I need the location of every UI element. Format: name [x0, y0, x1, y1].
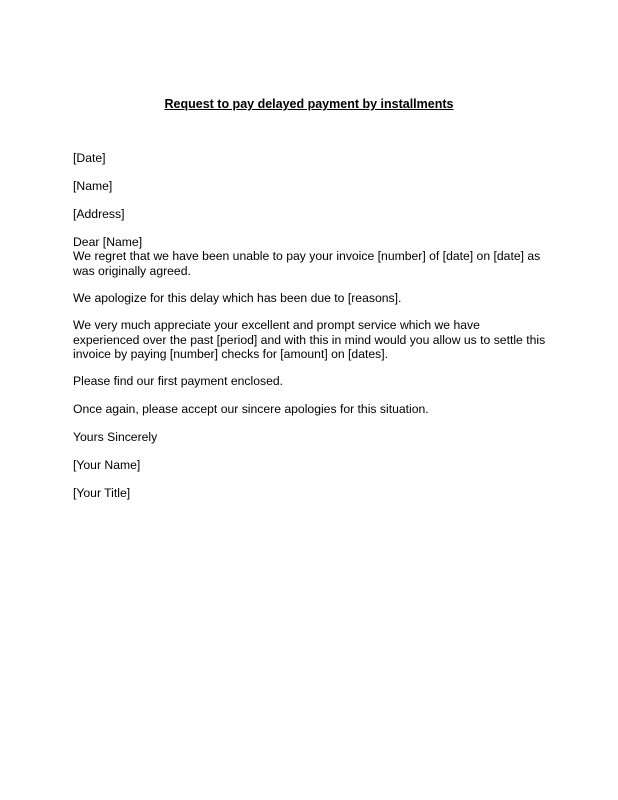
paragraph-1-line-2: was originally agreed. — [73, 264, 191, 278]
letter-title: Request to pay delayed payment by installments — [164, 97, 454, 111]
recipient-address: [Address] — [73, 207, 125, 221]
paragraph-3-line-1: We very much appreciate your excellent and prompt service which we have — [73, 318, 480, 332]
paragraph-3-line-2: experienced over the past [period] and with this in mind would you allow us to settle this — [73, 333, 546, 347]
paragraph-4: Please find our first payment enclosed. — [73, 374, 284, 388]
signature-title: [Your Title] — [73, 486, 131, 500]
recipient-name: [Name] — [73, 179, 113, 193]
signature-name: [Your Name] — [73, 458, 141, 472]
closing: Yours Sincerely — [73, 430, 158, 444]
salutation: Dear [Name] — [73, 235, 143, 249]
paragraph-3-line-3: invoice by paying [number] checks for [amount] on [dates]. — [73, 347, 389, 361]
date-placeholder: [Date] — [73, 151, 106, 165]
paragraph-1-line-1: We regret that we have been unable to pay your invoice [number] of [date] on [date] as — [73, 249, 541, 263]
paragraph-5: Once again, please accept our sincere apologies for this situation. — [73, 402, 429, 416]
paragraph-2: We apologize for this delay which has been due to [reasons]. — [73, 291, 402, 305]
